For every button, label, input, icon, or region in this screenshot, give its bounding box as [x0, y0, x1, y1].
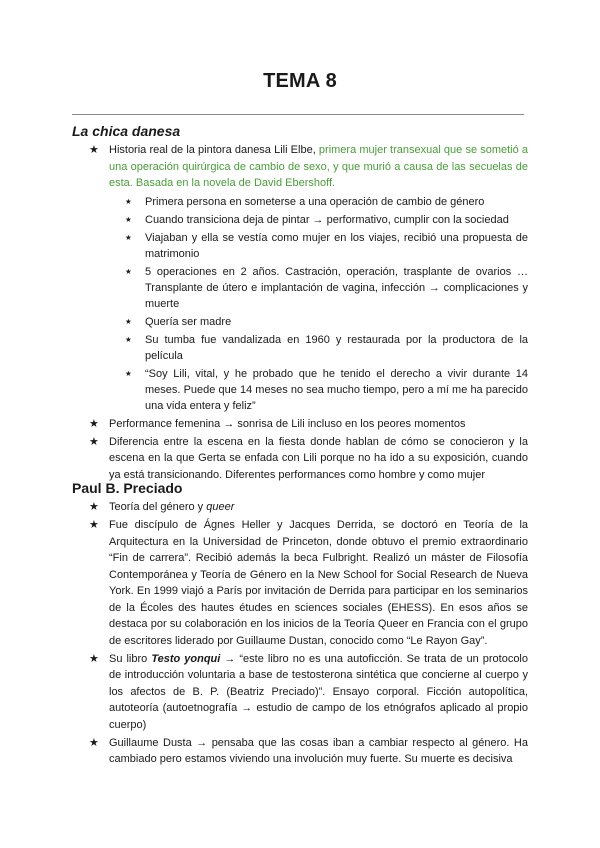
book-title: Testo yonqui [151, 652, 221, 665]
sub-list-item-text: Primera persona en someterse a una operación de cambio de género [145, 195, 485, 208]
list-item [72, 142, 528, 414]
sub-list-item-text: Cuando transiciona deja de pintar → performativo, cumplir con la sociedad [145, 213, 509, 226]
star-bullet-icon: ★ [89, 417, 99, 430]
section-paul-b-preciado [72, 478, 528, 769]
small-star-bullet-icon: ★ [125, 368, 132, 378]
star-bullet-icon: ★ [89, 736, 99, 749]
page-title: TEMA 8 [263, 70, 337, 92]
sub-list-item [109, 230, 528, 262]
sub-list [109, 194, 528, 414]
list-item [72, 735, 528, 768]
list-item [72, 434, 528, 484]
small-star-bullet-icon: ★ [125, 196, 132, 206]
list-item-highlight-text: primera mujer transexual que se sometió a una operación quirúrgica de cambio de sexo, y que murió a causa de las secuelas de esta. Basada en la novela de David Ebershoff. [109, 144, 529, 189]
section-heading: Paul B. Preciado [72, 480, 183, 496]
small-star-bullet-icon: ★ [125, 214, 132, 224]
list-item-text: Su libro [109, 652, 152, 665]
sub-list-item [109, 332, 528, 364]
sub-list-item-text: Quería ser madre [145, 315, 232, 328]
list-item-text: Teoría del género y [109, 501, 207, 513]
list-item [72, 517, 528, 649]
list-item-text: Performance femenina → sonrisa de Lili incluso en los peores momentos [109, 417, 466, 430]
list-item [72, 651, 528, 734]
main-list [72, 142, 528, 483]
star-bullet-icon: ★ [89, 519, 99, 531]
sub-list-item-text: Su tumba fue vandalizada en 1960 y restaurada por la productora de la película [145, 333, 528, 362]
list-item-text: → “este libro no es una autoficción. Se trata de un protocolo de introducción voluntaria a base de testosterona sintética que concierne al cuerpo y los afectos de B. P. (Beatriz Preciado)”. Ensayo corporal. Ficción autopolítica, autoteoría (autoetnografía → estudio de campo de los etnógrafos aplicado al propio cuerpo) [109, 652, 528, 731]
small-star-bullet-icon: ★ [125, 232, 132, 242]
sub-list-item [109, 194, 528, 210]
star-bullet-icon: ★ [89, 652, 99, 665]
star-bullet-icon: ★ [89, 435, 99, 448]
sub-list-item [109, 212, 528, 228]
section-la-chica-danesa [72, 121, 528, 485]
sub-list-item [109, 366, 528, 414]
main-list [72, 499, 528, 768]
sub-list-item-text: 5 operaciones en 2 años. Castración, operación, trasplante de ovarios … Transplante de útero e implantación de vagina, infección → complicaciones y muerte [145, 265, 528, 310]
star-bullet-icon: ★ [89, 144, 99, 156]
sub-list-item-text: Viajaban y ella se vestía como mujer en los viajes, recibió una propuesta de matrimonio [145, 231, 528, 260]
list-item [72, 499, 528, 516]
list-item-text: Historia real de la pintora danesa Lili Elbe, [109, 144, 319, 156]
small-star-bullet-icon: ★ [125, 266, 132, 276]
small-star-bullet-icon: ★ [125, 334, 132, 344]
list-item-text: Fue discípulo de Ágnes Heller y Jacques Derrida, se doctoró en Teoría de la Arquitectura en la Universidad de Princeton, donde obtuvo el premio extraordinario “Fin de carrera”. Recibió además la beca Fulbright. Realizó un máster de Filosofía Contemporánea y Teoría de Género en la New School for Social Research de Nueva York. En 1999 viajó a París por invitación de Derrida para participar en los seminarios de la Écoles des hautes études en sciences sociales (EHESS). En esos años se destaca por su colaboración en los inicios de la Teoría Queer en Francia con el grupo de escritores liderado por Guillaume Dustan, conocido como “Le Rayon Gay”. [109, 519, 528, 647]
section-heading: La chica danesa [72, 123, 181, 139]
sub-list-item-text: “Soy Lili, vital, y he probado que he tenido el derecho a vivir durante 14 meses. Puede que 14 meses no sea mucho tiempo, pero a mí me ha parecido una vida entera y feliz” [145, 367, 528, 412]
list-item-text: Guillaume Dusta → pensaba que las cosas iban a cambiar respecto al género. Ha cambiado pero estamos viviendo una involución muy fuerte. Su muerte es decisiva [109, 736, 528, 765]
list-item-text: Diferencia entre la escena en la fiesta donde hablan de cómo se conocieron y la escena en la que Gerta se enfada con Lili porque no ha ido a su exposición, cuando ya está transicionando. Diferentes performances como hombre y como mujer [109, 435, 528, 481]
title-divider [72, 114, 524, 115]
star-bullet-icon: ★ [89, 501, 99, 513]
sub-list-item [109, 314, 528, 330]
small-star-bullet-icon: ★ [125, 316, 132, 326]
list-item [72, 416, 528, 433]
list-item-italic-text: queer [206, 501, 235, 513]
sub-list-item [109, 264, 528, 312]
